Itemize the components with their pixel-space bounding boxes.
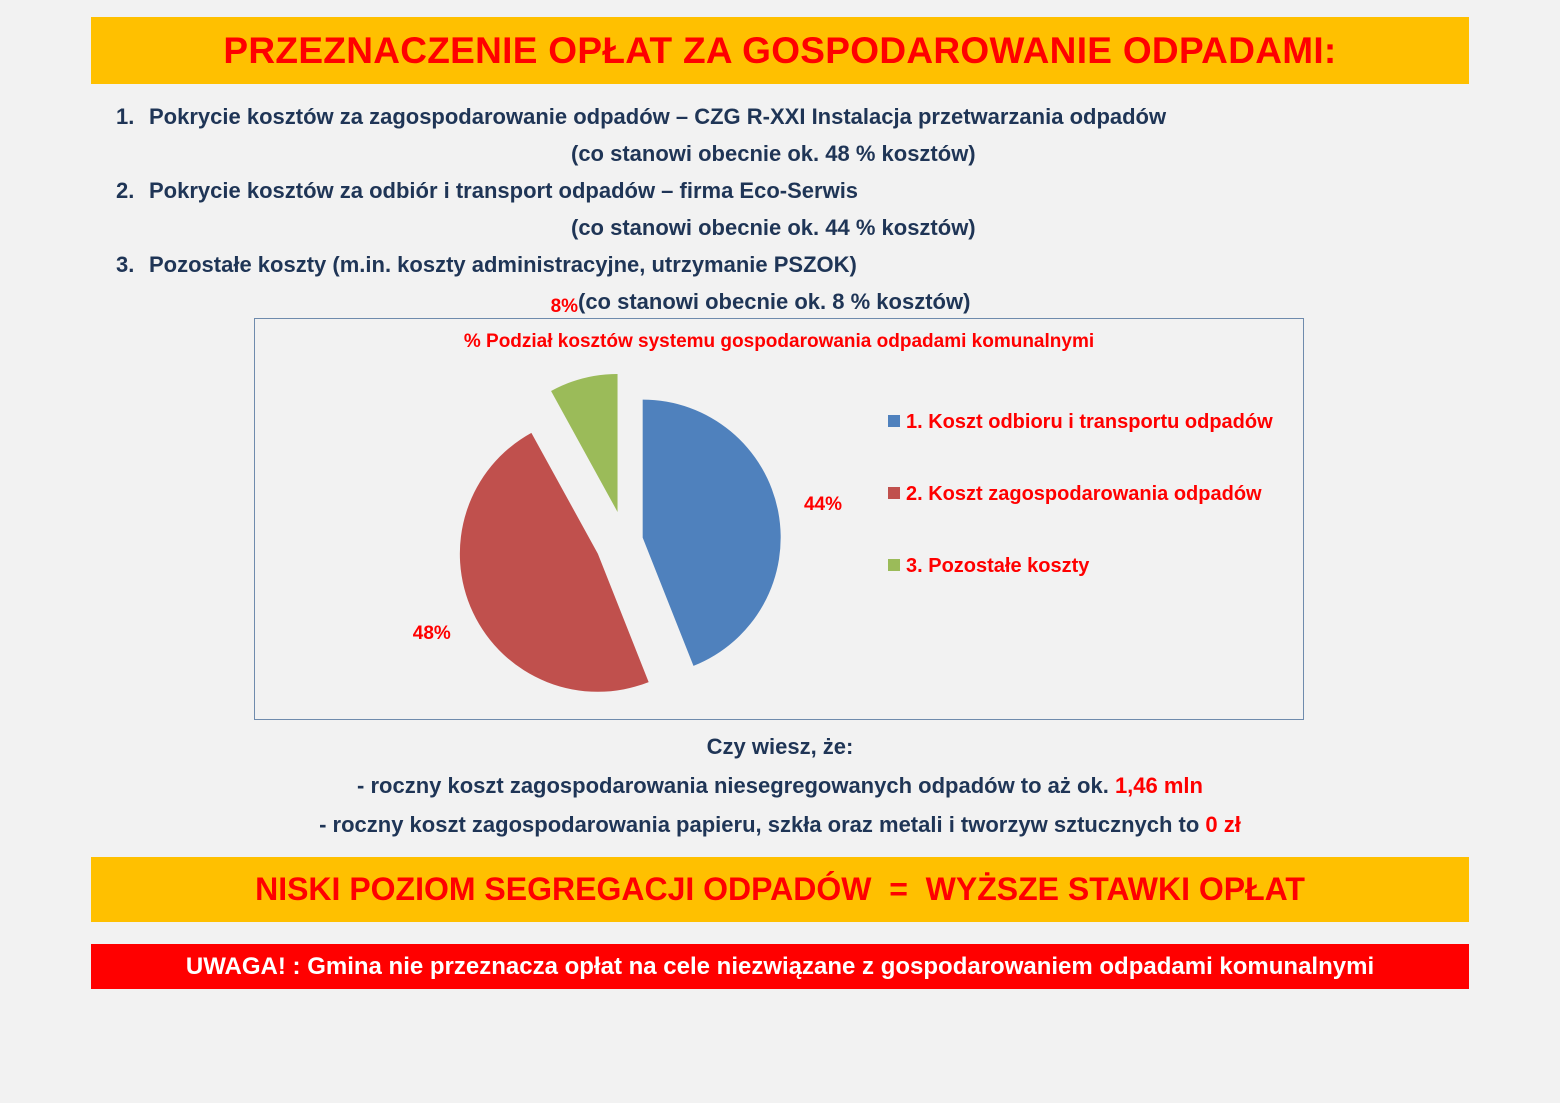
fact-value-1: 1,46 mln [1114, 773, 1203, 798]
cost-list [116, 98, 1416, 320]
warning-text: UWAGA! : Gmina nie przeznacza opłat na cele niezwiązane z gospodarowaniem odpadami komunalnymi [185, 952, 1375, 980]
legend-item-2 [888, 483, 1273, 555]
chart-title: % Podział kosztów systemu gospodarowania odpadami komunalnymi [463, 331, 1095, 352]
legend-label-2: 2. Koszt zagospodarowania odpadów [906, 483, 1262, 505]
item-number: 3. [116, 252, 135, 277]
item-share: (co stanowi obecnie ok. 44 % kosztów) [571, 215, 976, 240]
fact-value-2: 0 zł [1205, 812, 1241, 837]
segregation-banner [91, 857, 1469, 922]
list-item [116, 246, 1416, 320]
pie-label-2: 48% [412, 622, 451, 644]
item-number: 2. [116, 178, 135, 203]
item-share: (co stanowi obecnie ok. 48 % kosztów) [571, 141, 976, 166]
item-number: 1. [116, 104, 135, 129]
pie-slice-1 [643, 400, 781, 666]
fact-line-1 [0, 766, 1560, 805]
fact-line-2 [0, 805, 1560, 844]
list-item [116, 98, 1416, 172]
warning-banner [91, 944, 1469, 989]
legend-swatch-3 [888, 559, 900, 571]
facts-heading: Czy wiesz, że: [706, 734, 854, 759]
item-share: (co stanowi obecnie ok. 8 % kosztów) [578, 289, 971, 314]
header-banner [91, 17, 1469, 84]
legend-label-3: 3. Pozostałe koszty [906, 555, 1090, 577]
legend-item-1 [888, 411, 1273, 483]
legend-item-3 [888, 555, 1273, 627]
item-text: Pozostałe koszty (m.in. koszty administracyjne, utrzymanie PSZOK) [149, 252, 857, 277]
chart-legend [888, 411, 1273, 627]
legend-label-1: 1. Koszt odbioru i transportu odpadów [906, 411, 1273, 433]
pie-slice-2 [460, 433, 649, 692]
legend-swatch-2 [888, 487, 900, 499]
facts-section [0, 728, 1560, 844]
pie-label-1: 44% [803, 494, 842, 516]
segregation-banner-text: NISKI POZIOM SEGREGACJI ODPADÓW = WYŻSZE STAWKI OPŁAT [255, 871, 1305, 907]
pie-label-3: 8% [550, 295, 579, 317]
fact-text-2: - roczny koszt zagospodarowania papieru, szkła oraz metali i tworzyw sztucznych to [319, 812, 1200, 837]
list-item [116, 172, 1416, 246]
item-text: Pokrycie kosztów za zagospodarowanie odpadów – CZG R-XXI Instalacja przetwarzania odpadów [149, 104, 1167, 129]
page-title: PRZEZNACZENIE OPŁAT ZA GOSPODAROWANIE ODPADAMI: [223, 29, 1337, 71]
fact-text-1: - roczny koszt zagospodarowania niesegregowanych odpadów to aż ok. [357, 773, 1109, 798]
item-text: Pokrycie kosztów za odbiór i transport odpadów – firma Eco-Serwis [149, 178, 859, 203]
legend-swatch-1 [888, 415, 900, 427]
